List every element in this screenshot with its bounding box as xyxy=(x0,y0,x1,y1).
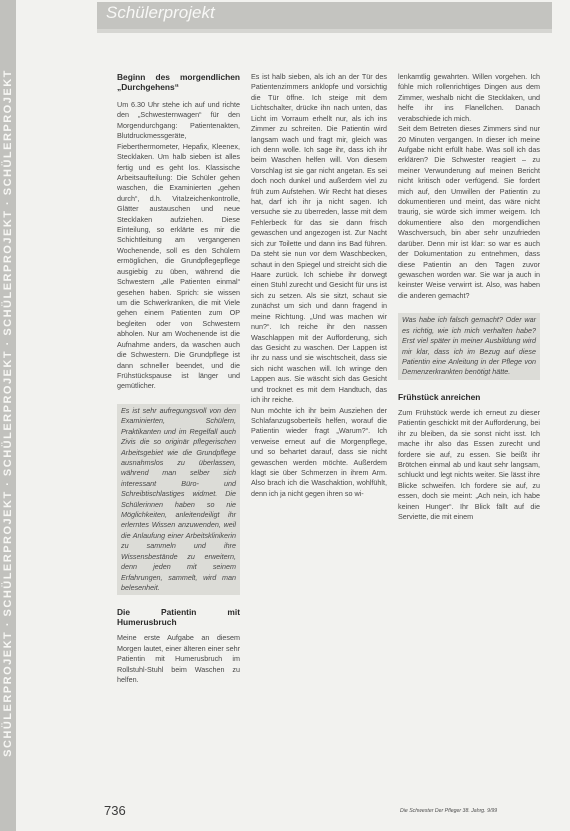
paragraph: Zum Frühstück werde ich erneut zu dieser Patientin geschickt mit der Aufforderung, bei ihr zu bleiben, da sie sonst nicht isst. Ich mache ihr also das Essen zurecht und fordere sie auf, zu essen. Sie beißt ihr Brötchen einmal ab und kaut sehr langsam, schluckt und legt nichts weiter. Sie lässt ihre Blicke schweifen. Ich fordere sie auf, zu essen, doch sie meint: „Ach nein, ich habe keinen Hunger“. Ihr Blick fällt auf die Serviette, die mit einem xyxy=(398,407,540,522)
paragraph: Um 6.30 Uhr stehe ich auf und richte den „Schwesternwagen“ für den Morgendurchgang: Patientenakten, Blutdruckmessgeräte, Fieberthermometer, Hepafix, Kleenex, Stecklaken. Um halb sieben ist alles fertig und es geht los. Klassische Arbeitsaufteilung: Die Schüler gehen waschen, die Examinierten „gehen durch“, d.h. Vitalzeichenkontrolle, Glätter austauschen und neue Stecklaken aufziehen. Diese Einteilung, so erklärte es mir die Schichtleitung am vergangenen Wochenende, soll es den Schülern ermöglichen, die Grundpflegepflege ausgiebig zu üben, während die Schwestern „alle Patienten einmal“ gesehen haben. Sprich: sie wissen um die Schwerkranken, die mit Viele gehen einem Patienten zum OP begleiten oder von Schwestern abholen. Nur am Wochenende ist die Aufnahme anders, da waschen auch die Schwestern. Die Grundpflege ist dann schneller beendet, und die Frühstückspause ist länger und gemütlicher. xyxy=(117,100,240,391)
paragraph: Seit dem Betreten dieses Zimmers sind nur 20 Minuten vergangen. In dieser ich meine Aufgabe nicht erfüllt habe. Was soll ich das erklären? Die Schwester reagiert – zu meiner Verwunderung auf meinen Bericht nicht kritisch oder verfügend. Sie fordert mich auf, den Umwillen der Patientin zu dokumentieren und meint, das wäre nicht traurig, sie würde sich immer weigern. Ich dokumentiere also den morgendlichen Waschversuch, bin aber sehr unzufrieden darüber. Denn mir ist klar: so war es auch der Dokumentation zu entnehmen, dass diese Patientin an den Tagen zuvor gewaschen worden war. Sie war ja auch in keinster Weise verwirrt ist. Also, was haben die anderen gemacht? xyxy=(398,124,540,300)
commentary-box: Was habe ich falsch gemacht? Oder war es richtig, wie ich mich verhalten habe? Erst viel später in meiner Ausbildung wird mir klar, dass ich im Bezug auf diese Patientin eine Anleitung in der Pflege von Demenzerkrankten benötigt hätte. xyxy=(398,313,540,380)
page-number: 736 xyxy=(104,803,126,818)
side-banner-text: SCHÜLERPROJEKT · SCHÜLERPROJEKT · SCHÜLERPROJEKT · SCHÜLERPROJEKT · SCHÜLERPROJEKT xyxy=(2,69,14,757)
side-banner xyxy=(0,0,16,831)
column-1 xyxy=(117,72,240,686)
journal-citation: Die Schwester Der Pfleger 38. Jahrg. 9/99 xyxy=(400,808,498,814)
heading-patient-fracture: Die Patientin mit Humerusbruch xyxy=(117,607,240,628)
heading-breakfast: Frühstück anreichen xyxy=(398,391,481,402)
paragraph: Meine erste Aufgabe an diesem Morgen lautet, einer älteren einer sehr Patientin mit Humerusbruch im Rollstuhl-Stuhl beim Waschen zu helfen. xyxy=(117,633,240,685)
column-2 xyxy=(251,72,387,499)
paragraph: Nun möchte ich ihr beim Ausziehen der Schlafanzugsoberteils helfen, worauf die Patientin wieder fragt „Warum?“. Ich verweise erneut auf die Morgenpflege, und so behartet darauf, dass sie nicht gewaschen werden möchte. Außerdem klagt sie über Schmerzen in ihrem Arm. Also brach ich die Waschaktion, wohlfühlt, denn ich ja nicht gegen ihren so wi- xyxy=(251,405,387,498)
commentary-box: Es ist sehr aufregungsvoll von den Examinierten, Schülern, Praktikanten und im Regelfall auch Zivis die so originär pflegerischen Arbeitsgebiet wie die Grundpflege ausnahmslos zu überlassen, während man selber sich interessant Büro- und Schreibtischlastiges widmet. Die Schülerinnen haben so nie Möglichkeiten, anleitendeiligt ihr erlerntes Wissen anzuwenden, weil die Anlaufung einer Arbeitsklinikerin zu sammeln und ihre Wissensbestände zu erweitern, denn jeden mit seinem Erfahrungen, sammelt, wird man belesenheit. xyxy=(117,404,240,596)
paragraph: Es ist halb sieben, als ich an der Tür des Patientenzimmers anklopfe und vorsichtig die Tür öffne. Ich steige mit dem Lichtschalter, drücke ihn nach unten, das Licht im Vorraum erhellt nur, als ich ins Zimmer zu schreiten. Die Patientin wird langsam wach und fragt mir, gleich was ich denn wolle. Ich sage ihr, dass ich ihr beim Waschen helfen will. Von diesem Vorschlag ist sie gar nicht angetan. Es sei doch noch dunkel und außerdem viel zu früh zum Aufstehen. Wir Recht hat dieses hat, darf ich ihr ja nicht sagen. Ich versuche sie zu überreden, lasse mit dem Fehlerbeck für das sie dann frisch gewaschen und angezogen ist. Zur Nacht sich zur Toilette und dann ins Bad führen. Da steht sie nun vor dem Waschbecken, schaut in den Spiegel und streicht sich die Haare zurück. Ich schiebe ihr dorwegt einen Stuhl zurecht und Gesicht für uns ist sich zu setzen. Als sie sitzt, schaut sie zunächst um sich und dann fragend in meine Richtung. „Und was machen wir nun?“. Ich reiche ihr den nassen Waschlappen mit der Aufforderung, sich das Gesicht zu waschen. Der Lappen ist ihr zu nass und sie wischtscheit, dass sie sich nicht waschen will. Ich wringe den Lappen aus. Sie wäscht sich das Gesicht und trocknet es mit dem Handtuch, das ich ihr reiche. xyxy=(251,72,387,405)
header-strip xyxy=(97,29,552,33)
heading-morning-round: Beginn des morgendlichen „Durchgehens“ xyxy=(117,72,240,92)
paragraph: lenkamtlig gewahrten. Willen vorgehen. Ich fühle mich rollenrichtiges Dingen aus dem Zimmer, weshalb nicht die Stecklaken, und helfe ihr ins Flanellchen. Danach verabschiede ich mich. xyxy=(398,72,540,123)
section-title: Schülerprojekt xyxy=(106,3,215,22)
column-3 xyxy=(398,72,540,522)
